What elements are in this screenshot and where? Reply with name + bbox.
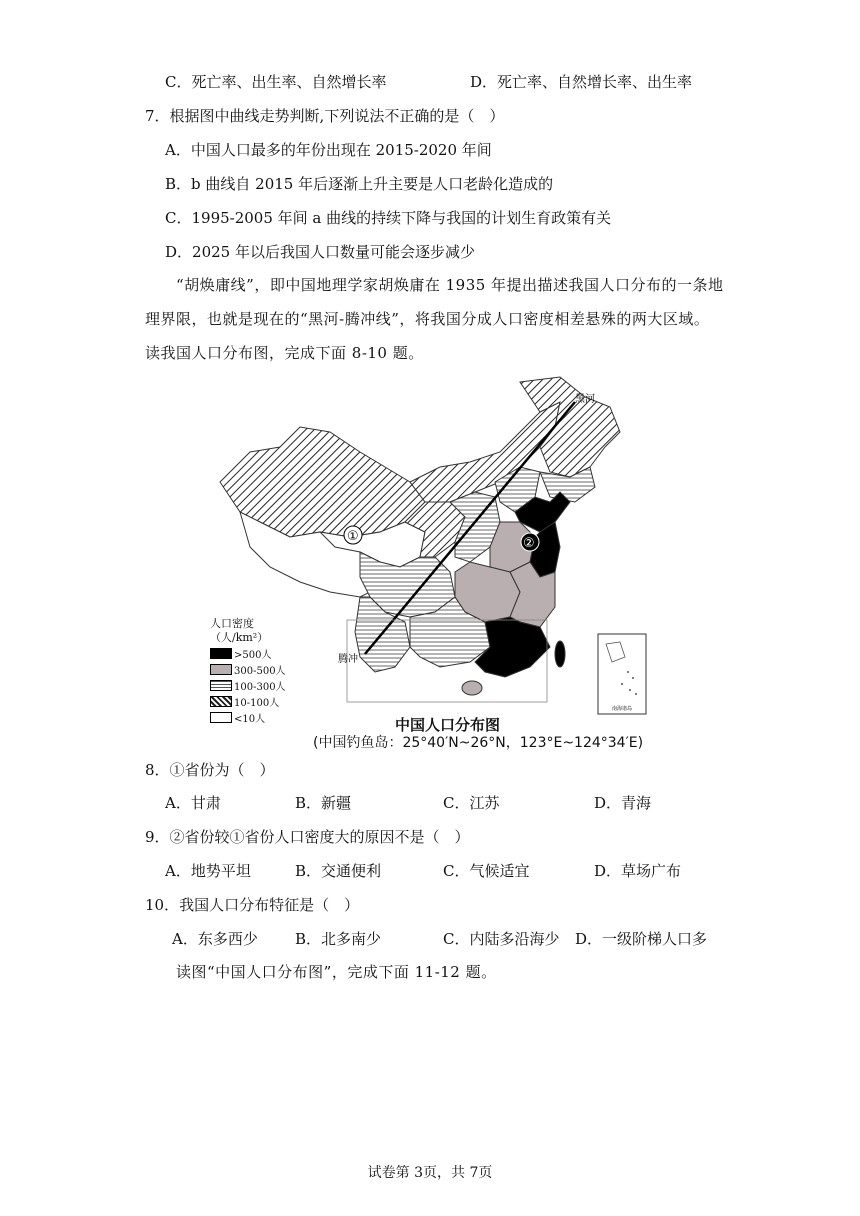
q7-option-b: B．b 曲线自 2015 年后逐渐上升主要是人口老龄化造成的 bbox=[165, 175, 554, 193]
label-inset: 南海诸岛 bbox=[612, 706, 633, 712]
legend-swatch-gt500 bbox=[210, 648, 232, 659]
label-marker-2: ② bbox=[523, 536, 535, 551]
q10-stem: 10．我国人口分布特征是（ ） bbox=[145, 896, 360, 914]
q11-intro: 读图“中国人口分布图”，完成下面 11-12 题。 bbox=[176, 963, 497, 981]
legend-label-100-300: 100-300人 bbox=[234, 681, 286, 693]
q10-option-c: C．内陆多沿海少 bbox=[443, 930, 560, 948]
legend-item-100-300 bbox=[210, 677, 300, 693]
label-tengchong: 腾冲 bbox=[338, 654, 358, 665]
q8-option-d: D．青海 bbox=[594, 794, 652, 812]
q9-option-b: B．交通便利 bbox=[295, 862, 382, 880]
legend-swatch-10-100 bbox=[210, 696, 232, 707]
q10-option-a: A．东多西少 bbox=[172, 930, 258, 948]
q9-stem: 9．②省份较①省份人口密度大的原因不是（ ） bbox=[145, 828, 470, 846]
q9-option-a: A．地势平坦 bbox=[165, 862, 251, 880]
q8-option-b: B．新疆 bbox=[295, 794, 352, 812]
legend-title: 人口密度 bbox=[210, 617, 254, 630]
q10-option-d: D．一级阶梯人口多 bbox=[575, 930, 708, 948]
passage-line-2: 理界限，也就是现在的“黑河-腾冲线”，将我国分成人口密度相差悬殊的两大区域。 bbox=[145, 310, 710, 328]
q7-stem: 7．根据图中曲线走势判断,下列说法不正确的是（ ） bbox=[145, 107, 505, 125]
page-footer: 试卷第 3页，共 7页 bbox=[367, 1165, 493, 1181]
legend-label-gt500: >500人 bbox=[234, 649, 272, 661]
q8-option-c: C．江苏 bbox=[443, 794, 500, 812]
legend-unit: （人/km²） bbox=[210, 631, 269, 644]
q7-option-c: C．1995-2005 年间 a 曲线的持续下降与我国的计划生育政策有关 bbox=[165, 209, 612, 227]
q6-option-c: C．死亡率、出生率、自然增长率 bbox=[165, 73, 387, 91]
legend-label-300-500: 300-500人 bbox=[234, 665, 286, 677]
label-marker-1: ① bbox=[347, 529, 359, 544]
label-heihe: 黑河 bbox=[575, 394, 595, 405]
map-note: (中国钓鱼岛：25°40′N~26°N，123°E~124°34′E) bbox=[313, 735, 644, 751]
legend-swatch-300-500 bbox=[210, 664, 232, 675]
region-hainan bbox=[462, 681, 482, 695]
q7-option-a: A．中国人口最多的年份出现在 2015-2020 年间 bbox=[165, 141, 492, 159]
legend-item-10-100 bbox=[210, 693, 300, 709]
legend-swatch-lt10 bbox=[210, 712, 232, 723]
q8-option-a: A．甘肃 bbox=[165, 794, 221, 812]
q7-option-d: D．2025 年以后我国人口数量可能会逐步减少 bbox=[165, 243, 475, 261]
legend-swatch-100-300 bbox=[210, 680, 232, 691]
passage-line-1: “胡焕庸线”，即中国地理学家胡焕庸在 1935 年提出描述我国人口分布的一条地 bbox=[176, 276, 724, 294]
legend-item-lt10 bbox=[210, 709, 300, 725]
legend-label-10-100: 10-100人 bbox=[234, 697, 280, 709]
passage-line-3: 读我国人口分布图，完成下面 8-10 题。 bbox=[145, 344, 424, 362]
map-title: 中国人口分布图 bbox=[395, 716, 501, 734]
legend-label-lt10: <10人 bbox=[234, 713, 266, 725]
legend-item-gt500 bbox=[210, 645, 300, 661]
map-legend bbox=[210, 617, 300, 725]
q9-option-c: C．气候适宜 bbox=[443, 862, 530, 880]
region-taiwan bbox=[555, 641, 565, 667]
q6-option-d: D．死亡率、自然增长率、出生率 bbox=[470, 73, 693, 91]
q8-stem: 8．①省份为（ ） bbox=[145, 761, 275, 779]
legend-item-300-500 bbox=[210, 661, 300, 677]
south-china-sea-inset bbox=[598, 634, 646, 714]
q9-option-d: D．草场广布 bbox=[594, 862, 682, 880]
q10-option-b: B．北多南少 bbox=[295, 930, 382, 948]
